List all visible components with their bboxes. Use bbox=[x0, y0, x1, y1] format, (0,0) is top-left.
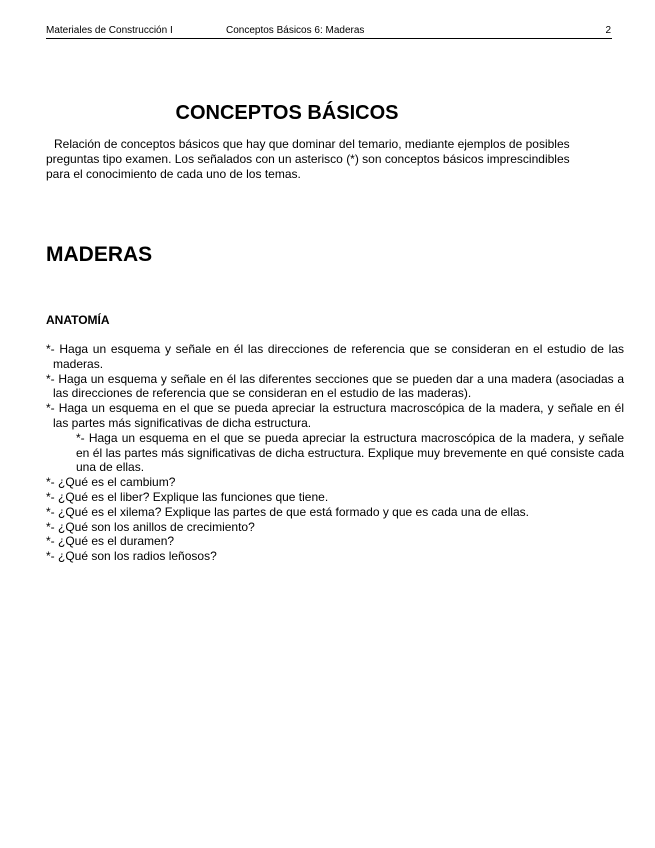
question-item bbox=[46, 372, 624, 402]
question-marker: *- bbox=[46, 504, 58, 519]
intro-line: Relación de conceptos básicos que hay que dominar del temario, mediante ejemplos de posibles bbox=[54, 137, 570, 151]
running-header bbox=[46, 24, 612, 39]
question-marker: *- bbox=[46, 475, 58, 490]
question-text: Haga un esquema en el que se pueda apreciar la estructura macroscópica de la madera, y señale en él las partes más significativas de dicha estructura. Explique muy brevemente en qué consiste cada una de ellas. bbox=[76, 430, 624, 475]
question-text: Haga un esquema en el que se pueda apreciar la estructura macroscópica de la madera, y señale en él las partes más significativas de dicha estructura. bbox=[53, 401, 625, 430]
header-chapter-title: Conceptos Básicos 6: Maderas bbox=[226, 25, 365, 36]
intro-paragraph bbox=[46, 137, 612, 182]
question-marker: *- bbox=[76, 430, 89, 445]
question-text: Haga un esquema y señale en él las diferentes secciones que se pueden dar a una madera (asociadas a las direcciones de referencia que se consideran en el estudio de las maderas). bbox=[53, 371, 625, 401]
question-text: ¿Qué es el liber? Explique las funciones que tiene. bbox=[58, 489, 329, 504]
header-page-number: 2 bbox=[605, 25, 611, 36]
question-marker: *- bbox=[46, 371, 59, 386]
question-marker: *- bbox=[46, 401, 59, 416]
question-marker: *- bbox=[46, 534, 58, 549]
question-item-indented bbox=[46, 431, 624, 475]
question-text: ¿Qué es el xilema? Explique las partes de que está formado y que es cada una de ellas. bbox=[58, 504, 529, 519]
question-item bbox=[46, 520, 624, 535]
question-item bbox=[46, 342, 624, 372]
question-list bbox=[46, 342, 624, 564]
section-title: MADERAS bbox=[46, 243, 153, 266]
document-title: CONCEPTOS BÁSICOS bbox=[175, 102, 399, 124]
question-item bbox=[46, 534, 624, 549]
question-item bbox=[46, 475, 624, 490]
subsection-title: ANATOMÍA bbox=[46, 313, 110, 327]
question-item bbox=[46, 549, 624, 564]
question-item bbox=[46, 490, 624, 505]
header-course-name: Materiales de Construcción I bbox=[46, 25, 173, 36]
question-text: ¿Qué es el cambium? bbox=[58, 475, 176, 490]
intro-line: preguntas tipo examen. Los señalados con un asterisco (*) son conceptos básicos imprescindibles bbox=[46, 152, 570, 166]
question-marker: *- bbox=[46, 549, 58, 564]
question-item bbox=[46, 401, 624, 431]
question-text: ¿Qué son los anillos de crecimiento? bbox=[58, 519, 255, 534]
intro-line: para el conocimiento de cada uno de los temas. bbox=[46, 167, 301, 181]
question-marker: *- bbox=[46, 519, 58, 534]
question-text: ¿Qué son los radios leñosos? bbox=[58, 549, 217, 564]
question-text: ¿Qué es el duramen? bbox=[58, 534, 175, 549]
question-marker: *- bbox=[46, 489, 58, 504]
question-text: Haga un esquema y señale en él las direcciones de referencia que se consideran en el estudio de las maderas. bbox=[53, 342, 624, 371]
question-item bbox=[46, 505, 624, 520]
question-marker: *- bbox=[46, 342, 60, 356]
